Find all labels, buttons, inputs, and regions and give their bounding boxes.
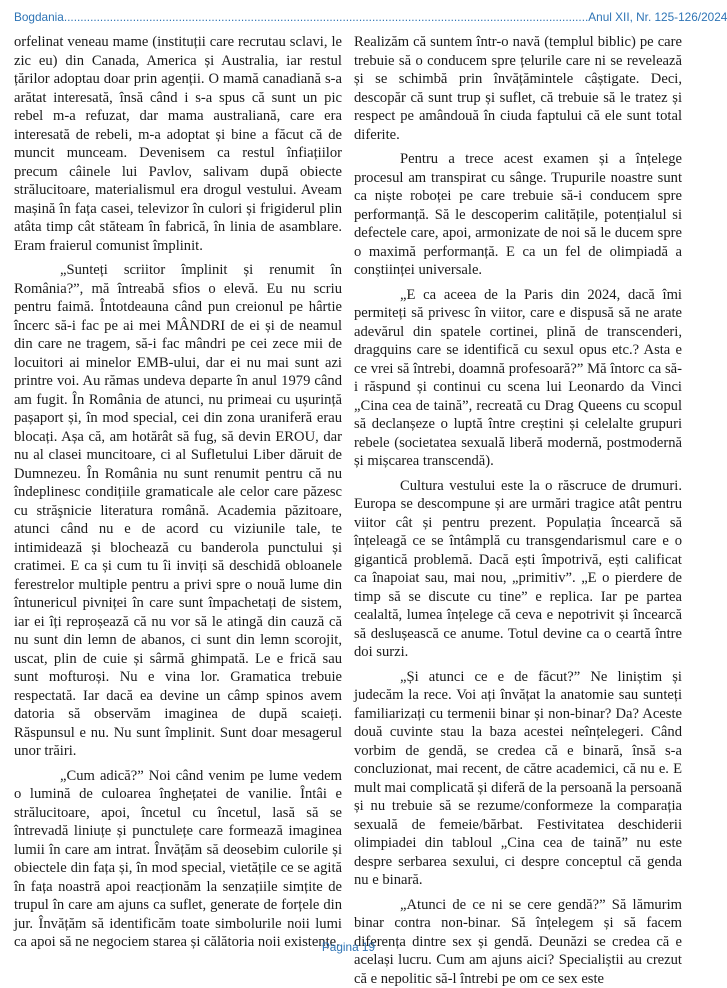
paragraph: „Atunci de ce ni se cere gendă?” Să lămurim binar contra non-binar. Să înțelegem și să facem diferența dintre sex și gendă. Deunăzi se credea că e același lucru. Cum am ajuns aici? Specialiștii au crezut că e nepolitic să-l întrebi pe om ce sex este [354, 896, 682, 988]
header-issue-info: Anul XII, Nr. 125-126/2024 [588, 10, 727, 24]
paragraph: Cultura vestului este la o răscruce de drumuri. Europa se descompune și are urmări tragice atât pentru viitor cât și pentru prezent. Populația încearcă să înțeleagă ce se întâmplă cu transgendarismul care e o gigantică problemă. Dacă ești împotrivă, ești calificat ca înapoiat sau, mai nou, „primitiv”. „E o pierdere de timp să se discute cu tine” e replica. Iar pe partea cealaltă, lumea înțelege că ceva e nepotrivit și încearcă să deslușească ce anume. Totul devine ca o ceartă între doi surzi. [354, 477, 682, 662]
paragraph: orfelinat veneau mame (instituții care recrutau sclavi, le zic eu) din Canada, America și Australia, iar restul țărilor adoptau doar prin agenții. O mamă canadiană s-a arătat interesată, însă când i s-a spus că sunt un pic rebel m-a refuzat, dar mama australiană, care era interesată de rebeli, m-a adoptat și bine a făcut că de muncit munceam. Devenisem ca restul înfiațiilor precum câinele lui Pavlov, salivam după obiecte strălucitoare, materialismul era drogul vestului. Aveam mașină în fața casei, televizor în culori și frigiderul plin atâta timp cât stăteam în fabrică, în linia de asamblare. Eram fraierul comunist împlinit. [14, 33, 342, 255]
paragraph: Pentru a trece acest examen și a înțelege procesul am transpirat cu sânge. Trupurile noastre sunt ca niște roboței pe care trebuie să-i conducem spre performanță. Să le descoperim calitățile, potențialul si defectele care, apoi, armonizate de noi să le ducem spre o maximă performanță. E ca un fel de olimpiadă a conștiinței universale. [354, 150, 682, 280]
paragraph: Realizăm că suntem într-o navă (templul biblic) pe care trebuie să o conducem spre țelurile care ni se revelează și se schimbă prin învățămintele câștigate. Deci, descopăr că sunt trup și suflet, că trebuie să le tratez și respect pe amândouă în ciuda faptului că ele sunt total diferite. [354, 33, 682, 144]
paragraph: „Și atunci ce e de făcut?” Ne liniștim și judecăm la rece. Voi ați învățat la anatomie sau sunteți familiarizați cu termenii binar și non-binar? Da? Aceste două cuvinte stau la baza acestei neînțelegeri. Când vorbim de gendă, se credea că e binară, însă s-a concluzionat, mai recent, de către academici, că nu e. E mult mai complicată și diferă de la persoană la persoană și nu trebuie să se rezume/conformeze la comparația sexuală de femeie/bărbat. Festivitatea deschiderii olimpiadei din tabloul „Cina cea de taină” nu este despre serbarea sexului, ci despre conceptul că genda nu e binară. [354, 668, 682, 890]
right-column [354, 33, 682, 923]
page-number: Pagina 19 [0, 940, 697, 954]
running-header [14, 10, 682, 30]
article-body [14, 33, 682, 923]
paragraph: „Sunteți scriitor împlinit și renumit în România?”, mă întreabă sfios o elevă. Eu nu scriu pentru faimă. Întotdeauna când pun creionul pe hârtie încerc să-i fac pe ai mei MÂNDRI de ei și de neamul din care ne tragem, să-i fac mândri pe cei zece mii de locuitori ai minelor EMB-ului, dar ei nu mai sunt azi printre voi. Au rămas undeva departe în anul 1979 când am fugit. În România de atunci, nu primeai cu ușurință pașaport și, în mod special, cei din zona uraniferă erau blocați. Așa că, am hotărât să fug, să devin EROU, dar nu al clasei muncitoare, ci al Sufletului Liber dăruit de Dumnezeu. În România nu sunt renumit pentru că nu îndeplinesc condițiile gramaticale ale celor care păzesc cu străşnicie literatura română. Academia păzitoare, atunci când nu e de acord cu viziunile tale, te intimidează și blochează cu banderola punctului și cratimei. E ca și cum tu îi inviți să deschidă obloanele ferestrelor multiple pentru a privi spre o nouă lume din întunericul pivniței în care sunt împachetați de sistem, iar ei îți reproșează că nu vor să le atingă din cauză că nu sunt din lemn de abanos, ci sunt din lemn scorojit, uscat, plin de cuie și sârmă ghimpată. Le e frică sau sunt mofturoși. Nu e vina lor. Gramatica trebuie respectată. Iar dacă ea devine un câmp spinos avem datoria să observăm imaginea de după scaieți. Răspunsul e nu. Nu sunt împlinit. Sunt doar mesagerul unor trăiri. [14, 261, 342, 761]
paragraph: „E ca aceea de la Paris din 2024, dacă îmi permiteți să privesc în viitor, care e dispusă să ne arate adevărul din spatele cortinei, plină de transcenderi, dragquins care se identifică cu sexul opus etc.? Asta e ce vrei să întrebi, doamnă profesoară?” Mă întorc ca să-i răspund și continui cu scena lui Leonardo da Vinci „Cina cea de taină”, recreată cu Drag Queens cu scopul să declanșeze o luptă între creștini și celelalte grupuri rebele (societatea sexuală liberă modernă, postmodernă și mișcarea transcendă). [354, 286, 682, 471]
left-column [14, 33, 342, 923]
header-dot-leader: ................................................................................................................................................................ [64, 10, 588, 24]
paragraph: „Cum adică?” Noi când venim pe lume vedem o lumină de culoarea înghețatei de vanilie. Întâi e strălucitoare, apoi, încetul cu încetul, lasă să se întrevadă liniuțe și punctulețe care formează imaginea lumii în care am intrat. Învățăm să deosebim culorile și obiectele din fața și, în mod special, vietățile ce se agită în fața noastră apoi reacționăm la senzațiile simțite de trupul în care am ajuns ca suflet, generate de forțele din jur. Învățăm să identificăm toate simbolurile noii lumi ca apoi să ne negociem starea și călătoria noii existențe. [14, 767, 342, 952]
header-publication-title: Bogdania [14, 10, 64, 24]
